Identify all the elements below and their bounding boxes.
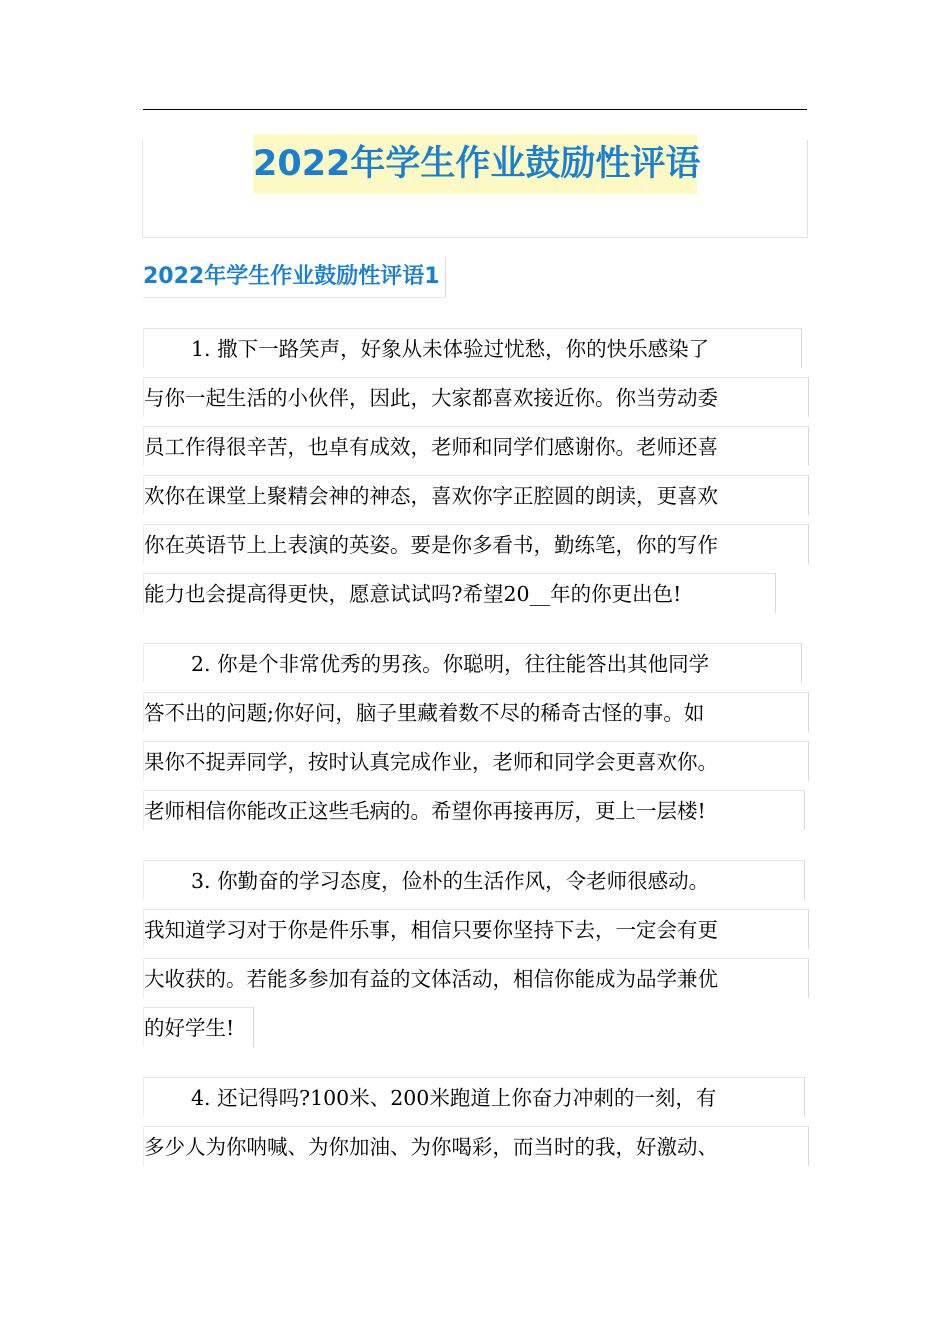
- paragraph-3-line-4: 的好学生!: [143, 1007, 254, 1047]
- paragraph-2-line-4: 老师相信你能改正这些毛病的。希望你再接再厉，更上一层楼!: [143, 790, 805, 830]
- paragraph-2-line-1: 2. 你是个非常优秀的男孩。你聪明，往往能答出其他同学: [143, 643, 802, 683]
- page-title: 2022年学生作业鼓励性评语: [253, 134, 697, 194]
- paragraph-3-line-1: 3. 你勤奋的学习态度，俭朴的生活作风，令老师很感动。: [143, 860, 805, 900]
- section-heading: 2022年学生作业鼓励性评语1: [143, 257, 446, 298]
- paragraph-2-line-3: 果你不捉弄同学，按时认真完成作业，老师和同学会更喜欢你。: [143, 741, 809, 781]
- paragraph-1-line-2: 与你一起生活的小伙伴，因此，大家都喜欢接近你。你当劳动委: [143, 377, 809, 417]
- paragraph-1-line-3: 员工作得很辛苦，也卓有成效，老师和同学们感谢你。老师还喜: [143, 426, 809, 466]
- paragraph-1-line-1: 1. 撒下一路笑声，好象从未体验过忧愁，你的快乐感染了: [143, 328, 802, 368]
- header-rule: [143, 109, 807, 110]
- paragraph-2-line-2: 答不出的问题;你好问，脑子里藏着数不尽的稀奇古怪的事。如: [143, 692, 809, 732]
- paragraph-4-line-2: 多少人为你呐喊、为你加油、为你喝彩，而当时的我，好激动、: [143, 1126, 809, 1166]
- paragraph-3-line-3: 大收获的。若能多参加有益的文体活动，相信你能成为品学兼优: [143, 958, 809, 998]
- paragraph-1-line-4: 欢你在课堂上聚精会神的神态，喜欢你字正腔圆的朗读，更喜欢: [143, 475, 809, 515]
- paragraph-1-line-6: 能力也会提高得更快，愿意试试吗?希望20__年的你更出色!: [143, 573, 776, 613]
- paragraph-1-line-5: 你在英语节上上表演的英姿。要是你多看书，勤练笔，你的写作: [143, 524, 809, 564]
- paragraph-3-line-2: 我知道学习对于你是件乐事，相信只要你坚持下去，一定会有更: [143, 909, 809, 949]
- paragraph-4-line-1: 4. 还记得吗?100米、200米跑道上你奋力冲刺的一刻，有: [143, 1077, 805, 1117]
